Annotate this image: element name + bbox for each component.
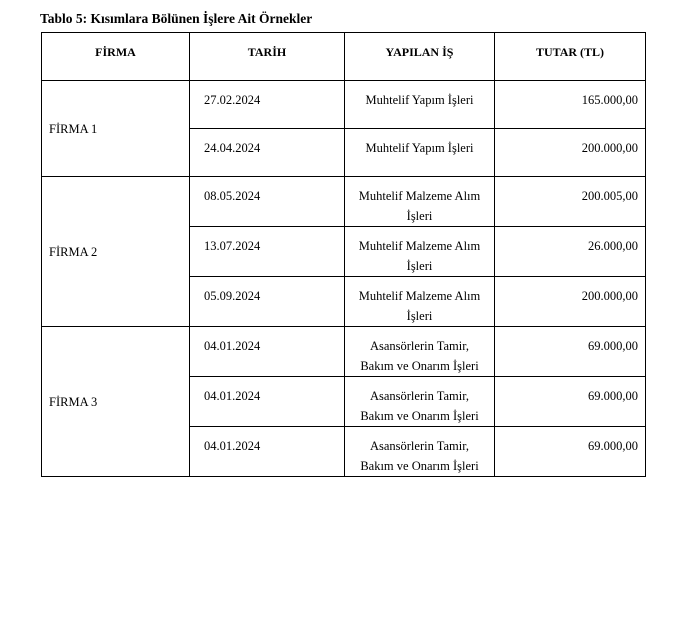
- work-cell: Asansörlerin Tamir, Bakım ve Onarım İşleri: [345, 377, 495, 427]
- date-cell: 04.01.2024: [190, 427, 345, 477]
- amount-cell: 200.000,00: [495, 277, 646, 327]
- firma-cell: FİRMA 1: [42, 81, 190, 177]
- work-cell: Muhtelif Malzeme Alım İşleri: [345, 277, 495, 327]
- date-cell: 04.01.2024: [190, 377, 345, 427]
- table-row: [42, 327, 646, 377]
- firma-cell: FİRMA 3: [42, 327, 190, 477]
- amount-cell: 69.000,00: [495, 377, 646, 427]
- date-cell: 13.07.2024: [190, 227, 345, 277]
- header-firma: FİRMA: [42, 33, 190, 81]
- firma-cell: FİRMA 2: [42, 177, 190, 327]
- amount-cell: 69.000,00: [495, 327, 646, 377]
- date-cell: 05.09.2024: [190, 277, 345, 327]
- examples-table: [41, 32, 646, 477]
- amount-cell: 26.000,00: [495, 227, 646, 277]
- work-cell: Muhtelif Malzeme Alım İşleri: [345, 227, 495, 277]
- amount-cell: 165.000,00: [495, 81, 646, 129]
- header-tutar: TUTAR (TL): [495, 33, 646, 81]
- work-cell: Muhtelif Yapım İşleri: [345, 81, 495, 129]
- work-cell: Asansörlerin Tamir, Bakım ve Onarım İşleri: [345, 327, 495, 377]
- header-row: [42, 33, 646, 81]
- amount-cell: 200.000,00: [495, 129, 646, 177]
- date-cell: 04.01.2024: [190, 327, 345, 377]
- table-row: [42, 81, 646, 129]
- table-caption: Tablo 5: Kısımlara Bölünen İşlere Ait Örnekler: [40, 11, 313, 26]
- header-yapilan-is: YAPILAN İŞ: [345, 33, 495, 81]
- date-cell: 08.05.2024: [190, 177, 345, 227]
- work-cell: Asansörlerin Tamir, Bakım ve Onarım İşleri: [345, 427, 495, 477]
- header-tarih: TARİH: [190, 33, 345, 81]
- work-cell: Muhtelif Yapım İşleri: [345, 129, 495, 177]
- table-row: [42, 177, 646, 227]
- date-cell: 24.04.2024: [190, 129, 345, 177]
- amount-cell: 200.005,00: [495, 177, 646, 227]
- date-cell: 27.02.2024: [190, 81, 345, 129]
- work-cell: Muhtelif Malzeme Alım İşleri: [345, 177, 495, 227]
- amount-cell: 69.000,00: [495, 427, 646, 477]
